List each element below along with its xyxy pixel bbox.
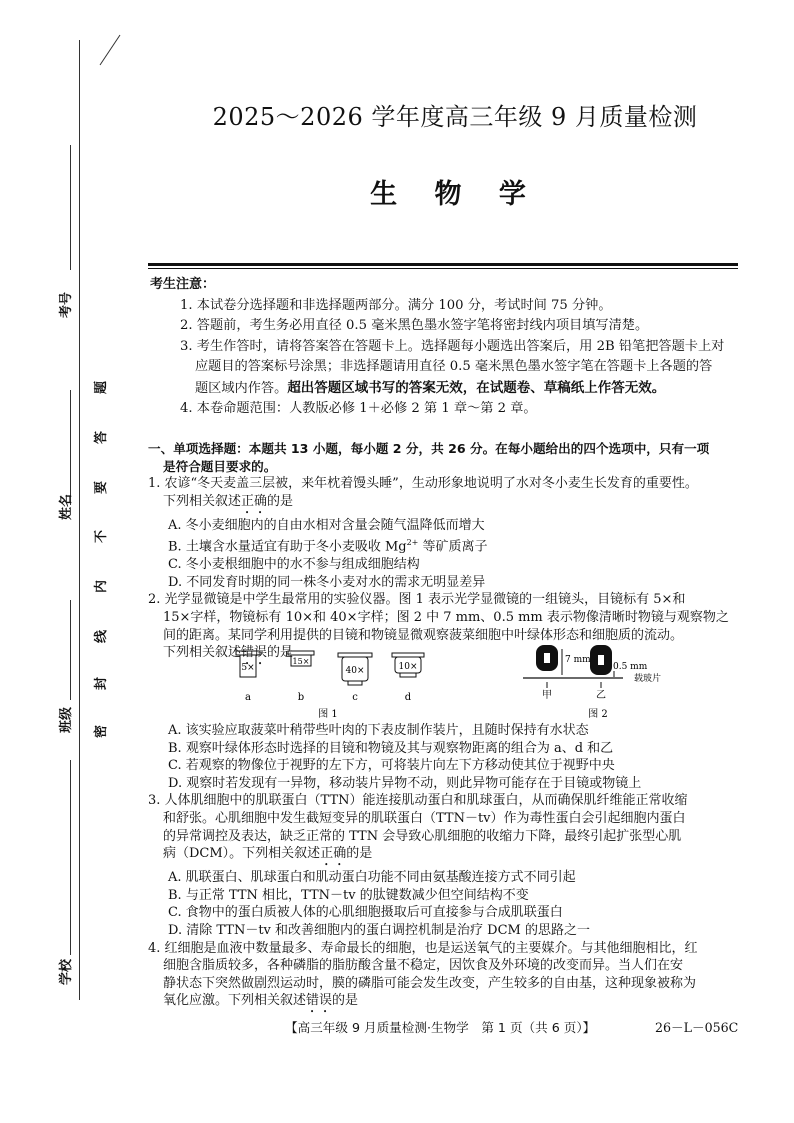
question-3-stem-cont: 的异常调控及表达，缺乏正常的 TTN 会导致心肌细胞的收缩力下降，最终引起扩张型心肌: [163, 828, 682, 844]
question-3-option-b: B. 与正常 TTN 相比，TTN－tv 的肽键数减少但空间结构不变: [168, 887, 529, 903]
question-2-stem-cont: 15×字样，物镜标有 10×和 40×字样；图 2 中 7 mm、0.5 mm 表示物像清晰时物镜与观察物之: [163, 610, 729, 626]
seal-char: 线: [94, 629, 110, 644]
figure-area: [148, 645, 743, 723]
seal-char: 封: [94, 676, 110, 691]
question-1-stem: 1. 农谚“冬天麦盖三层被，来年枕着馒头睡”，生动形象地说明了水对冬小麦生长发育的重要性。: [148, 476, 698, 492]
question-1-stem-cont: [148, 493, 740, 517]
note-item: 3. 考生作答时，请将答案答在答题卡上。选择题每小题选出答案后，用 2B 铅笔把答题卡上对: [180, 338, 725, 354]
seal-char: 答: [94, 430, 110, 445]
seal-char: 内: [94, 579, 110, 594]
note-item-cont: 应题目的答案标号涂黑；非选择题请用直径 0.5 毫米黑色墨水签字笔在答题卡上各题的答: [195, 359, 713, 374]
question-3-stem-cont: [148, 845, 740, 869]
note-item: 1. 本试卷分选择题和非选择题两部分。满分 100 分，考试时间 75 分钟。: [180, 297, 612, 313]
note-item-prefix: 题区域内作答。: [195, 380, 288, 396]
seal-char: 密: [94, 724, 110, 739]
stem-text: 的是: [267, 645, 294, 661]
question-2-stem-cont: 间的距离。某同学利用提供的目镜和物镜显微观察菠菜细胞中叶绿体形态和细胞质的流动。: [163, 627, 684, 643]
question-2-option-c: C. 若观察的物像位于视野的左下方，可将装片向左下方移动使其位于视野中央: [168, 758, 615, 774]
question-3-option-c: C. 食物中的蛋白质被人体的心肌细胞摄取后可直接参与合成肌联蛋白: [168, 905, 563, 921]
option-sup: 2+: [406, 538, 419, 548]
stem-text: 的是: [346, 846, 373, 862]
header-rule-thick: [148, 263, 738, 266]
lens-letter: b: [297, 692, 305, 703]
name-line: [70, 390, 71, 505]
note-item: 4. 本卷命题范围：人教版必修 1＋必修 2 第 1 章～第 2 章。: [180, 401, 537, 416]
exam-no-label: 考号: [59, 291, 74, 318]
section-heading: 一、单项选择题：本题共 13 小题，每小题 2 分，共 26 分。在每小题给出的四个选项中，只有一项: [148, 441, 710, 456]
stem-key: 正确: [241, 493, 268, 509]
question-3-option-d: D. 清除 TTN－tv 和改善细胞内的蛋白调控机制是治疗 DCM 的思路之一: [168, 922, 590, 938]
lens-letter: c: [352, 692, 358, 703]
binding-margin: [0, 0, 120, 1123]
lens-letter: d: [404, 692, 412, 703]
stem-text: 病（DCM）。下列相关叙述: [163, 846, 321, 862]
corner-slash-mark: [95, 30, 135, 70]
notes-heading: 考生注意：: [150, 277, 216, 292]
page-footer: 【高三年级 9 月质量检测·生物学 第 1 页（共 6 页）】: [285, 1020, 596, 1035]
stem-text: 的是: [332, 993, 359, 1009]
stem-text: 下列相关叙述: [163, 493, 242, 509]
question-4-stem-cont: 细胞含脂质较多，各种磷脂的脂肪酸含量不稳定，因饮食及外环境的改变而异。当人们在安: [163, 958, 684, 974]
figure-2-caption: 图 2: [588, 709, 608, 720]
question-4-stem-cont: 静状态下突然做剧烈运动时，膜的磷脂可能会发生改变，产生较多的自由基，这种现象被称为: [163, 975, 697, 991]
question-3-stem-cont: 和舒张。心肌细胞中发生截短变异的肌联蛋白（TTN－tv）作为毒性蛋白会引起细胞内蛋白: [163, 810, 686, 826]
question-4-stem-cont: [148, 992, 740, 1016]
question-2-option-a: A. 该实验应取菠菜叶稍带些叶肉的下表皮制作装片，且随时保持有水状态: [168, 723, 589, 738]
question-1-option-c: C. 冬小麦根细胞中的水不参与组成细胞结构: [168, 557, 420, 573]
seal-char: 题: [94, 380, 110, 395]
option-text: 等矿质离子: [418, 539, 488, 555]
option-text: B. 土壤含水量适宜有助于冬小麦吸收 Mg: [168, 539, 407, 555]
seal-char: 要: [94, 480, 110, 495]
stem-key: 正确: [320, 846, 347, 862]
objective-yi: [590, 645, 612, 675]
binding-line: [79, 40, 80, 1000]
slide-label: 载玻片: [634, 674, 662, 684]
stem-text: 的是: [267, 493, 294, 509]
lens-d: [392, 653, 424, 703]
question-1-option-a: A. 冬小麦细胞内的自由水相对含量会随气温降低而增大: [168, 517, 485, 533]
question-2-option-d: D. 观察时若发现有一异物，移动装片异物不动，则此异物可能存在于目镜或物镜上: [168, 775, 642, 791]
note-emphasis: 超出答题区域书写的答案无效，在试题卷、草稿纸上作答无效。: [287, 379, 666, 396]
stem-text: 氧化应激。下列相关叙述: [163, 993, 307, 1009]
question-2-option-b: B. 观察叶绿体形态时选择的目镜和物镜及其与观察物距离的组合为 a、d 和乙: [168, 740, 614, 756]
question-3-option-a: A. 肌联蛋白、肌球蛋白和肌动蛋白功能不同由氨基酸连接方式不同引起: [168, 870, 576, 886]
class-label: 班级: [59, 706, 74, 733]
lens-label: 15×: [292, 657, 310, 666]
microscope-figures: [148, 645, 743, 723]
lens-a: [236, 651, 260, 703]
exam-no-line: [70, 145, 71, 270]
exam-title: 2025～2026 学年度高三年级 9 月质量检测: [212, 103, 698, 131]
name-label: 姓名: [59, 493, 74, 520]
stem-key: 错误: [241, 645, 268, 661]
class-line: [70, 600, 71, 700]
questions-block-1: [148, 440, 740, 668]
objective-jia: [536, 645, 558, 671]
school-line: [70, 760, 71, 955]
question-2-stem: 2. 光学显微镜是中学生最常用的实验仪器。图 1 表示光学显微镜的一组镜头，目镜标有 5×和: [148, 592, 686, 608]
subject-title: 生 物 学: [370, 179, 540, 210]
objective-label: 甲: [542, 690, 552, 701]
section-heading-cont: 是符合题目要求的。: [163, 458, 277, 474]
distance-label: 0.5 mm: [613, 662, 648, 672]
lens-b: [288, 651, 314, 703]
note-item: 2. 答题前，考生务必用直径 0.5 毫米黑色墨水签字笔将密封线内项目填写清楚。: [180, 318, 649, 333]
lens-label: 10×: [398, 662, 418, 672]
question-1-option-b: [148, 534, 740, 556]
lens-c: [338, 653, 372, 703]
question-3-stem: 3. 人体肌细胞中的肌联蛋白（TTN）能连接肌动蛋白和肌球蛋白，从而确保肌纤维能正常收缩: [148, 793, 688, 809]
school-label: 学校: [59, 958, 74, 985]
seal-char: 不: [94, 529, 110, 544]
lens-letter: a: [245, 692, 251, 703]
lens-label: 5×: [241, 663, 255, 673]
questions-block-2: [148, 722, 740, 1016]
question-4-stem: 4. 红细胞是血液中数量最多、寿命最长的细胞，也是运送氧气的主要媒介。与其他细胞相比，红: [148, 940, 698, 956]
stem-text: 下列相关叙述: [163, 645, 242, 661]
distance-label: 7 mm: [565, 655, 591, 665]
note-item-cont: [150, 378, 740, 400]
lens-label: 40×: [345, 666, 365, 676]
candidate-notes: [150, 275, 740, 420]
figure-1-caption: 图 1: [318, 709, 338, 720]
objective-label: 乙: [596, 690, 606, 701]
paper-code: 26－L－056C: [655, 1020, 739, 1035]
header-rule-thin: [148, 268, 738, 269]
stem-key: 错误: [306, 993, 333, 1009]
question-1-option-d: D. 不同发育时期的同一株冬小麦对水的需求无明显差异: [168, 574, 486, 590]
